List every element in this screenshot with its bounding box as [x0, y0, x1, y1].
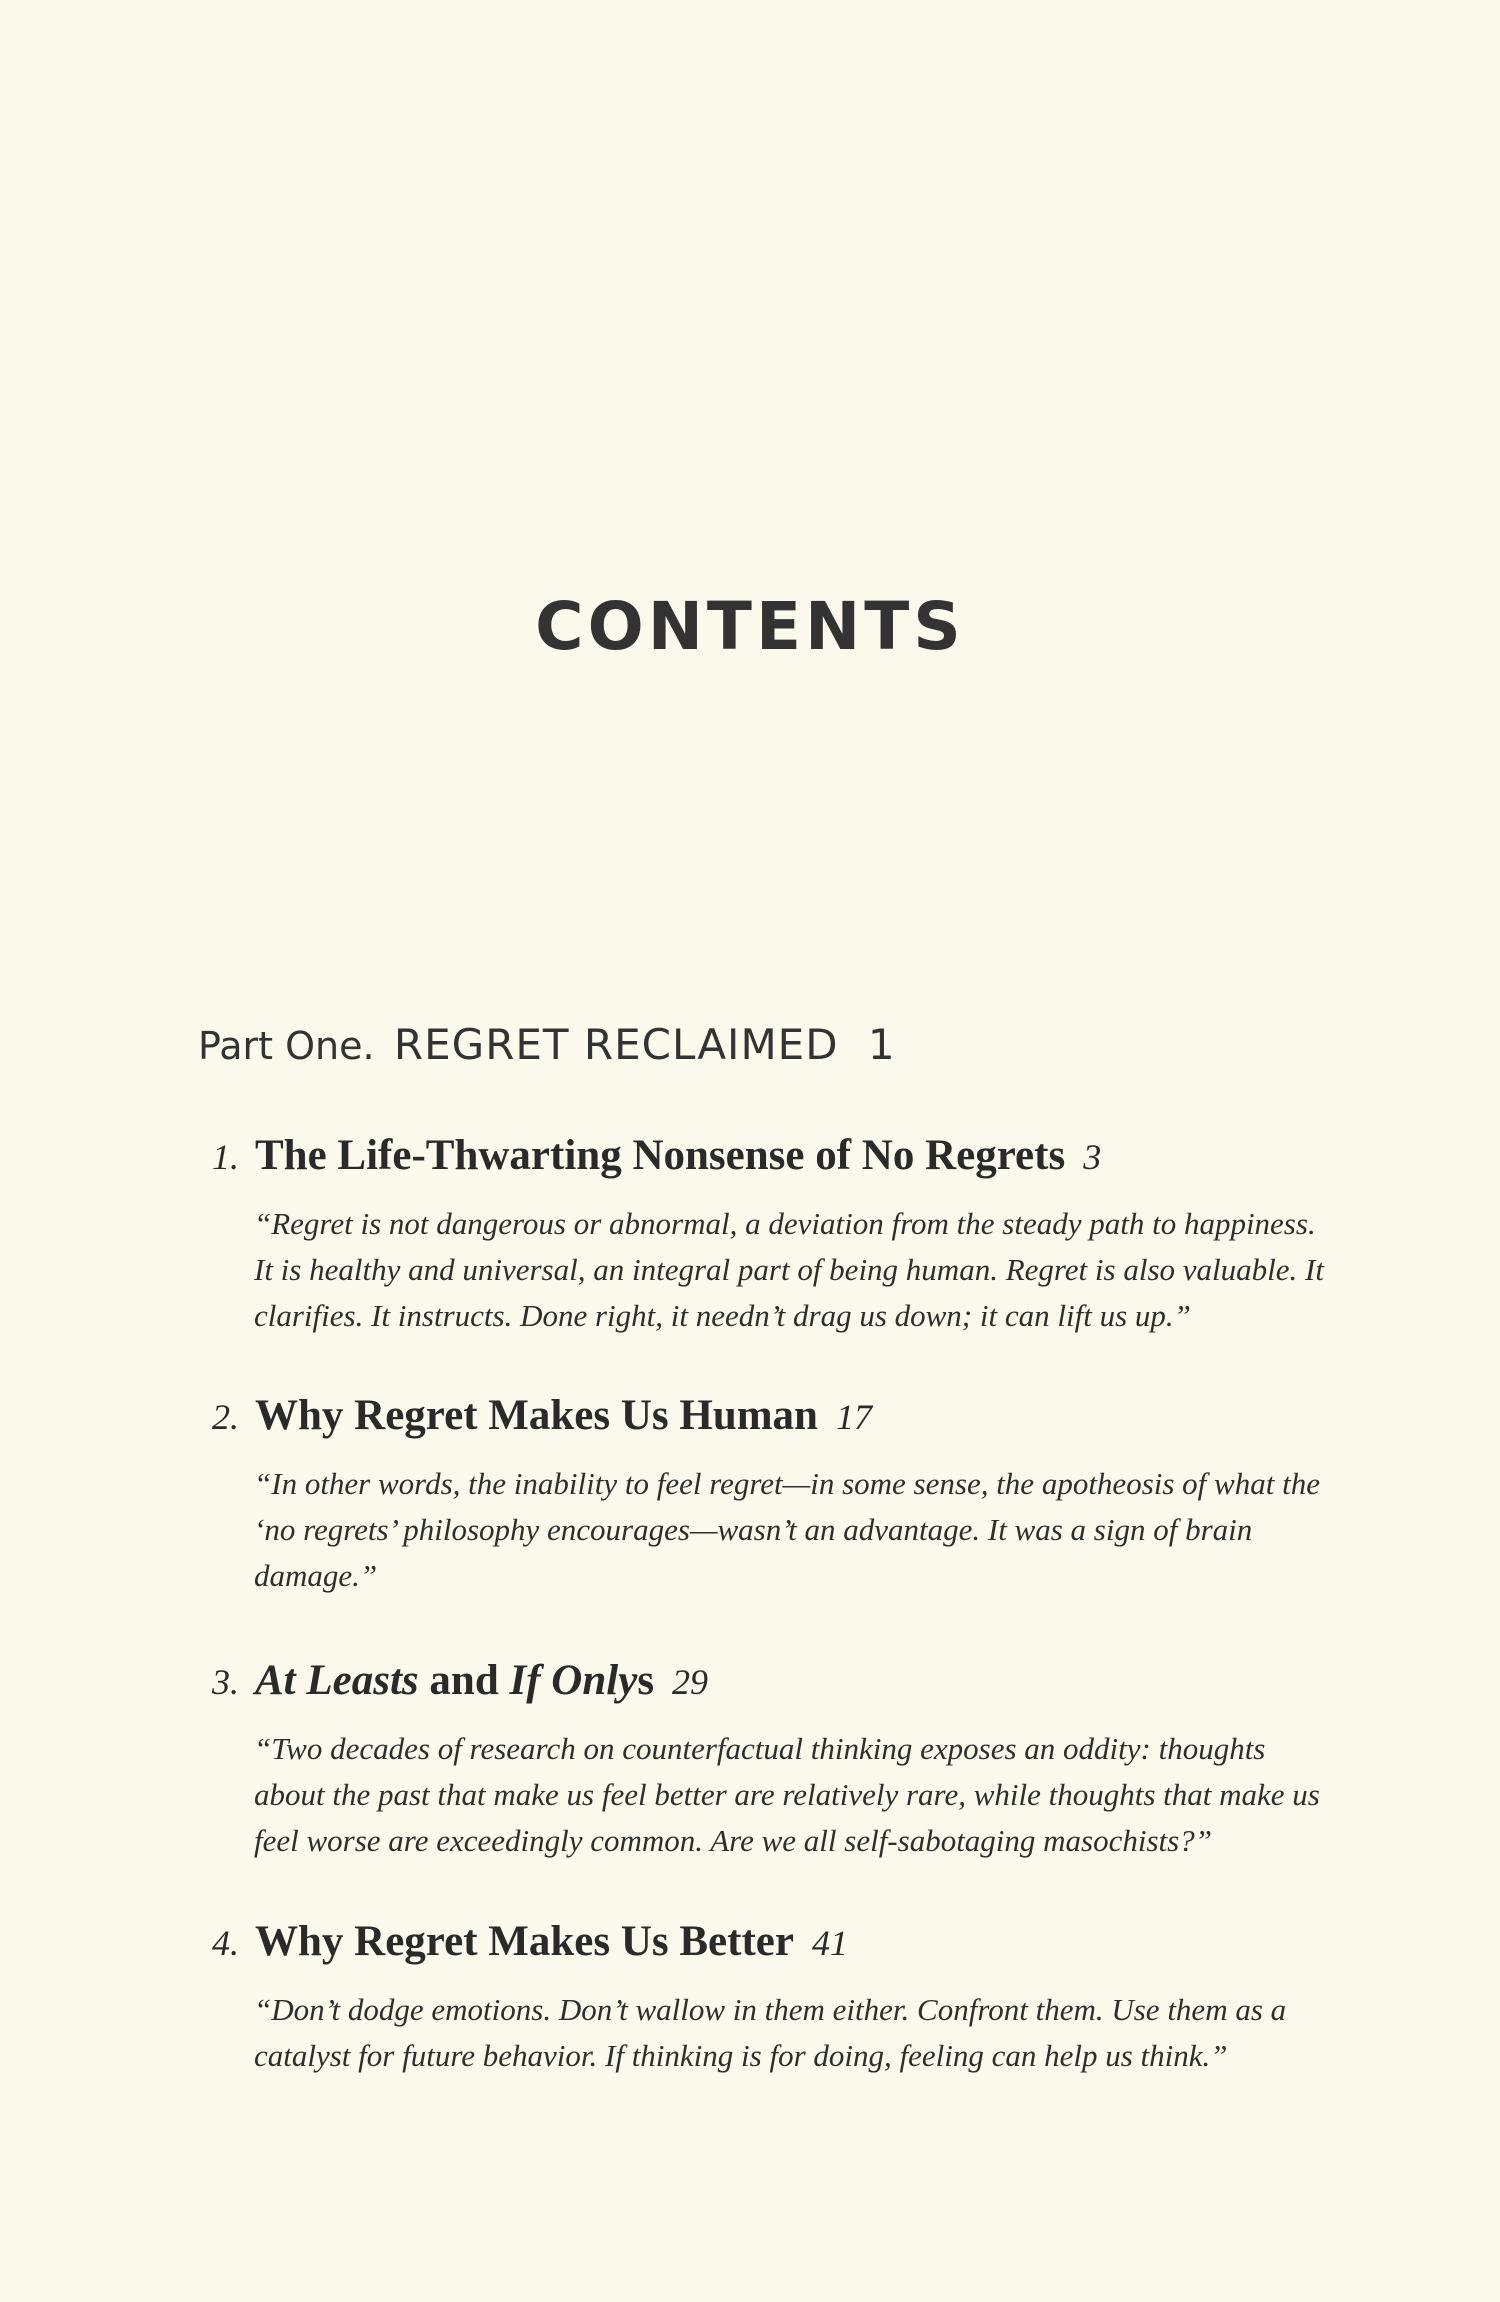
- chapter-title: [255, 1657, 654, 1704]
- chapter-title-italic-part: If Only: [509, 1657, 638, 1704]
- part-label: Part One.: [198, 1024, 375, 1068]
- chapter-title: Why Regret Makes Us Better: [255, 1918, 794, 1965]
- chapter-quote: “In other words, the inability to feel regret—in some sense, the apotheosis of what the ‘no regrets’ philosophy encourages—wasn’t an advantage. It was a sign of brain damage.”: [254, 1466, 1320, 1593]
- chapter-quote: “Don’t dodge emotions. Don’t wallow in them either. Confront them. Use them as a catalyst for future behavior. If thinking is for doing, feeling can help us think.”: [254, 1992, 1287, 2073]
- chapter-number: 3.: [212, 1662, 239, 1702]
- part-heading: [198, 1020, 895, 1069]
- page-title: CONTENTS: [535, 588, 965, 665]
- chapter-quote: “Regret is not dangerous or abnormal, a deviation from the steady path to happiness. It is healthy and universal, an integral part of being human. Regret is also valuable. It clarifies. It instructs. Done right, it needn’t drag us down; it can lift us up.”: [254, 1206, 1324, 1333]
- chapter-number: 2.: [212, 1397, 239, 1437]
- chapter-quote: “Two decades of research on counterfactual thinking exposes an oddity: thoughts about the past that make us feel better are relatively rare, while thoughts that make us feel worse are exceedingly common. Are we all self-sabotaging masochists?”: [254, 1731, 1320, 1858]
- chapter-heading: [212, 1390, 1334, 1443]
- chapter-heading: [212, 1916, 1334, 1969]
- chapter-number: 4.: [212, 1923, 239, 1963]
- chapter-title-part: s: [637, 1657, 655, 1704]
- chapter-page-number: 3: [1083, 1137, 1102, 1177]
- chapter-title: Why Regret Makes Us Human: [255, 1392, 818, 1439]
- chapter-number: 1.: [212, 1137, 239, 1177]
- chapter-title-part: and: [418, 1657, 510, 1704]
- chapter-page-number: 17: [835, 1397, 872, 1437]
- chapter-page-number: 29: [672, 1662, 709, 1702]
- chapter-entry: [212, 1655, 1334, 1864]
- chapter-entry: [212, 1916, 1334, 2079]
- chapter-heading: [212, 1655, 1334, 1708]
- chapter-title: The Life-Thwarting Nonsense of No Regrets: [255, 1132, 1066, 1179]
- chapter-page-number: 41: [811, 1923, 848, 1963]
- part-title: REGRET RECLAIMED: [393, 1020, 839, 1069]
- chapter-title-italic-part: At Leasts: [255, 1657, 419, 1704]
- chapter-entry: [212, 1130, 1334, 1339]
- chapter-entry: [212, 1390, 1334, 1599]
- part-page-number: 1: [867, 1020, 895, 1069]
- chapter-heading: [212, 1130, 1334, 1183]
